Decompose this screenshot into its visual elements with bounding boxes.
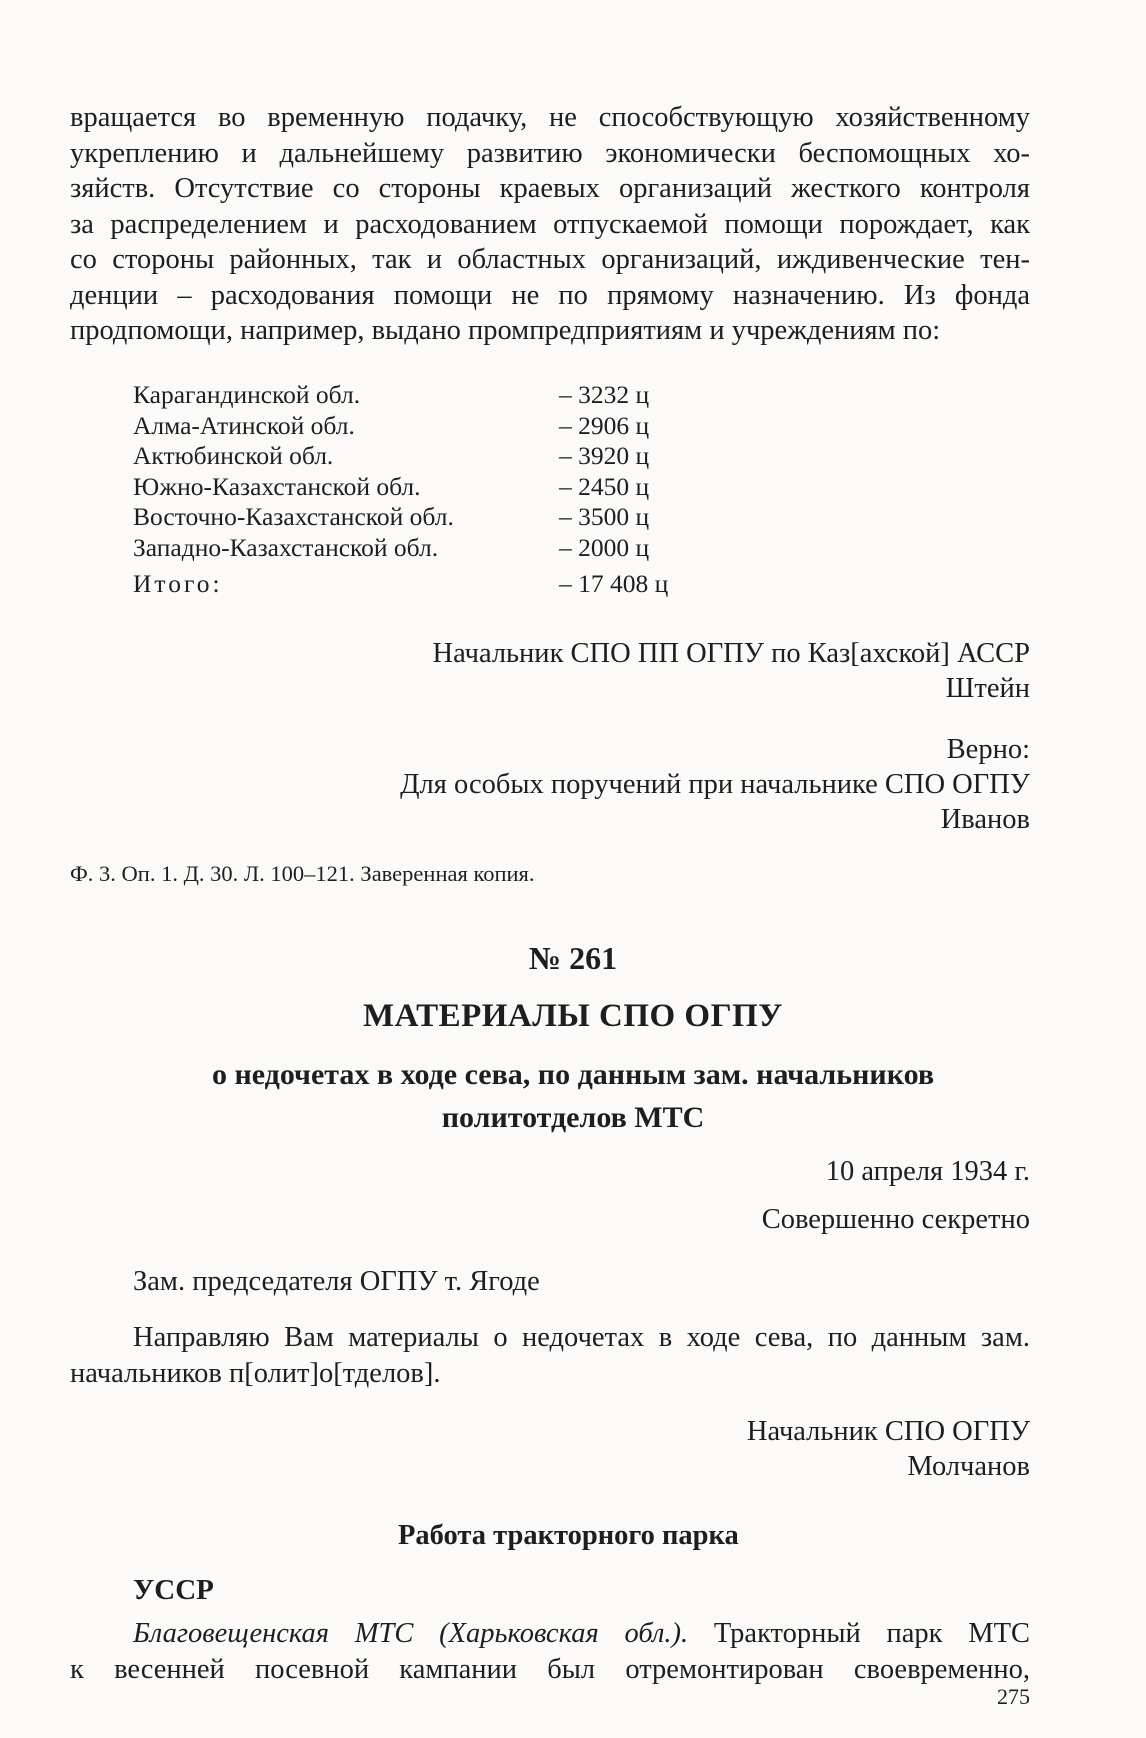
document-title: МАТЕРИАЛЫ СПО ОГПУ bbox=[363, 998, 783, 1034]
cover-line: Направляю Вам материалы о недочетах в ходе сева, по данным зам. bbox=[133, 1322, 1030, 1353]
section-heading: Работа тракторного парка bbox=[398, 1520, 739, 1551]
intro-line: денции – расходования помощи не по прямому назначению. Из фонда bbox=[70, 279, 1030, 311]
source-note: Ф. 3. Оп. 1. Д. 30. Л. 100–121. Заверенная копия. bbox=[70, 861, 535, 886]
region-name: Восточно-Казахстанской обл. bbox=[133, 502, 454, 531]
intro-paragraph bbox=[70, 100, 1030, 349]
body-line bbox=[70, 1616, 1030, 1652]
region-name: Западно-Казахстанской обл. bbox=[133, 532, 439, 562]
body-line-rest: Тракторный парк МТС bbox=[688, 1618, 1030, 1649]
signature-position: Начальник СПО ОГПУ bbox=[746, 1416, 1030, 1447]
region-name: Актюбинской обл. bbox=[133, 441, 334, 470]
region-value: – 3500 ц bbox=[559, 502, 650, 531]
region-value: – 2450 ц bbox=[559, 471, 650, 501]
signature-name: Молчанов bbox=[907, 1451, 1030, 1482]
document-number: № 261 bbox=[528, 940, 618, 976]
certification-position: Для особых поручений при начальнике СПО ОГПУ bbox=[400, 769, 1030, 800]
intro-line: укреплению и дальнейшему развитию экономически беспомощных хо- bbox=[70, 137, 1030, 169]
total-label: Итого: bbox=[133, 569, 223, 598]
signature-position: Начальник СПО ПП ОГПУ по Каз[ахской] АССР bbox=[432, 638, 1030, 669]
intro-line: за распределением и расходованием отпускаемой помощи порождает, как bbox=[70, 208, 1030, 240]
body-paragraph bbox=[70, 1616, 1030, 1687]
signature-block-2 bbox=[747, 1414, 1030, 1484]
intro-line: вращается во временную подачку, не способствующую хозяйственному bbox=[70, 102, 1030, 133]
region-value: – 3920 ц bbox=[559, 441, 650, 470]
signature-name: Штейн bbox=[945, 673, 1030, 704]
intro-line: зяйств. Отсутствие со стороны краевых организаций жесткого контроля bbox=[70, 173, 1030, 204]
addressee: Зам. председателя ОГПУ т. Ягоде bbox=[133, 1266, 540, 1297]
signature-block-1 bbox=[433, 636, 1030, 706]
subtitle-line: политотделов МТС bbox=[441, 1101, 705, 1134]
region-name: Южно-Казахстанской обл. bbox=[133, 471, 421, 501]
region-name: Карагандинской обл. bbox=[133, 380, 361, 409]
region-name: Алма-Атинской обл. bbox=[133, 410, 355, 440]
certification-name: Иванов bbox=[940, 804, 1030, 835]
certification-block bbox=[400, 732, 1030, 837]
region-value: – 2000 ц bbox=[559, 532, 650, 562]
classification-label: Совершенно секретно bbox=[761, 1204, 1030, 1235]
cover-line: начальников п[олит]о[тделов]. bbox=[70, 1357, 441, 1389]
region-value: – 2906 ц bbox=[559, 410, 650, 440]
region-heading: УССР bbox=[133, 1574, 214, 1606]
page-number: 275 bbox=[997, 1684, 1030, 1709]
cover-paragraph bbox=[70, 1320, 1030, 1391]
body-italic-lead: Благовещенская МТС (Харьковская обл.). bbox=[133, 1618, 689, 1649]
subtitle-line: о недочетах в ходе сева, по данным зам. начальников bbox=[211, 1058, 935, 1091]
document-subtitle bbox=[0, 1053, 1146, 1139]
total-value: – 17 408 ц bbox=[559, 569, 669, 598]
certification-label: Верно: bbox=[946, 734, 1030, 765]
body-line: к весенней посевной кампании был отремонтирован своевременно, bbox=[70, 1653, 1030, 1685]
intro-line: продпомощи, например, выдано промпредприятиям и учреждениям по: bbox=[70, 315, 941, 346]
region-value: – 3232 ц bbox=[559, 380, 650, 409]
document-date: 10 апреля 1934 г. bbox=[825, 1156, 1030, 1187]
intro-line: со стороны районных, так и областных организаций, иждивенческие тен- bbox=[70, 244, 1030, 275]
